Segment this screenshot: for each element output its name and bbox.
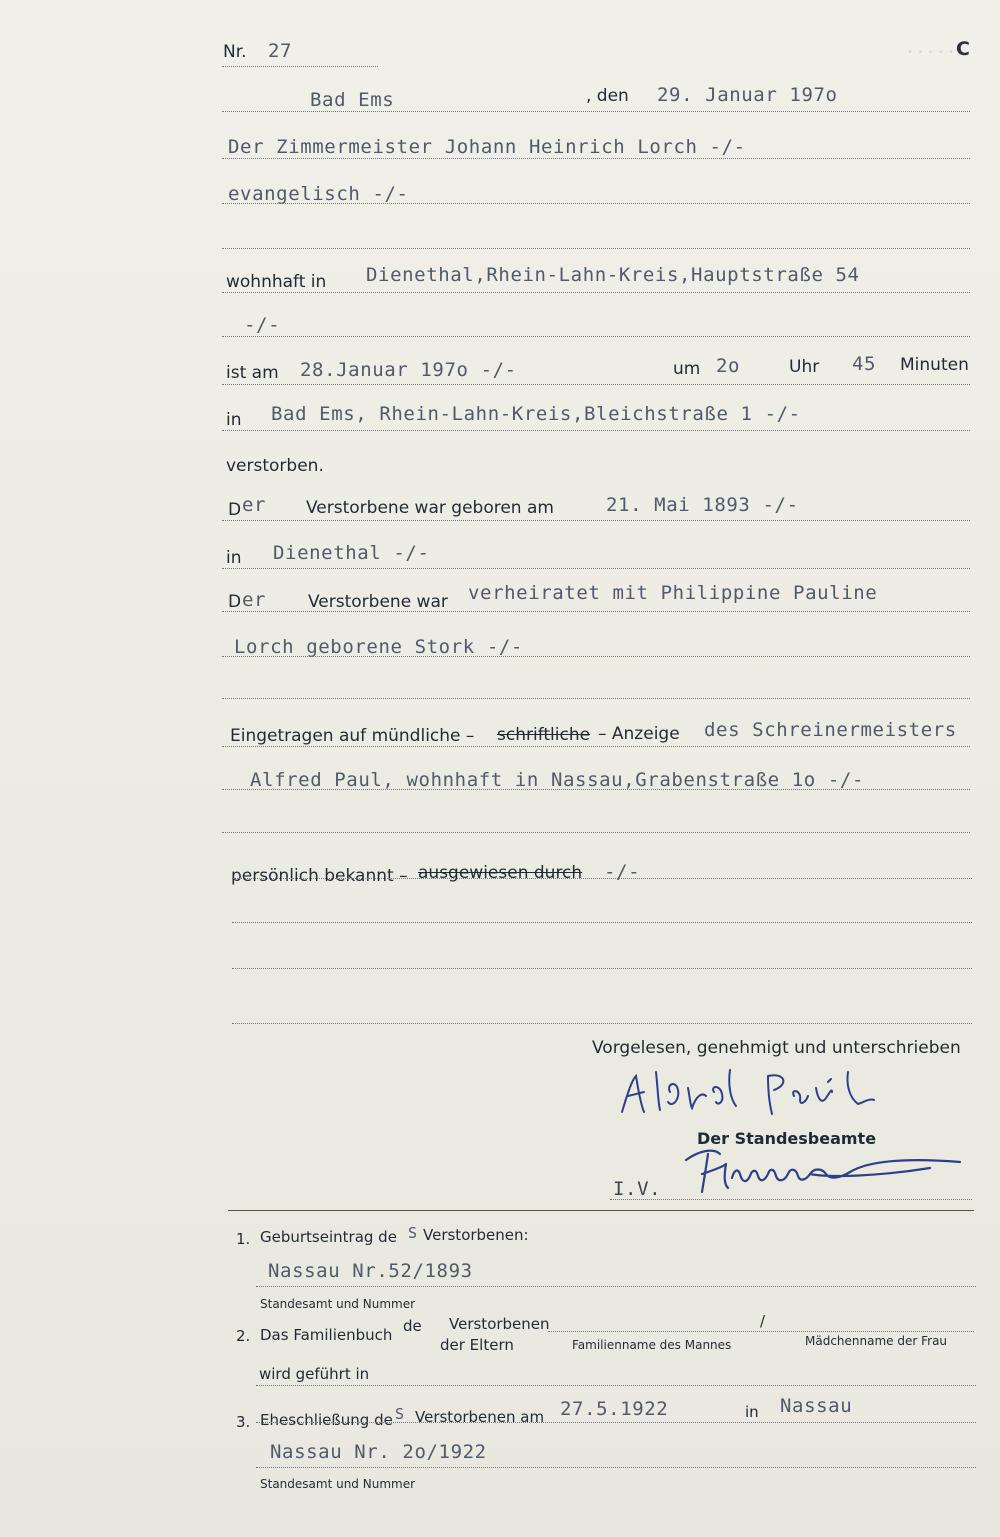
note3-sub: Standesamt und Nummer xyxy=(260,1477,416,1491)
note2-number: 2. xyxy=(236,1327,251,1345)
rule xyxy=(222,336,970,337)
registrar-label: Der Standesbeamte xyxy=(697,1129,877,1148)
death-place-label: in xyxy=(226,410,242,430)
death-place: Bad Ems, Rhein-Lahn-Kreis,Bleichstraße 1 -/- xyxy=(271,403,801,425)
registry-place: Bad Ems xyxy=(310,89,395,111)
show-through: ..... xyxy=(905,38,957,58)
rule xyxy=(232,878,972,879)
informant: des Schreinermeisters xyxy=(704,719,957,741)
rule xyxy=(222,789,970,790)
rule xyxy=(232,968,972,969)
minuten-label: Minuten xyxy=(900,355,969,375)
iv-label: I.V. xyxy=(613,1178,662,1200)
birth-entry-ref: Nassau Nr.52/1893 xyxy=(268,1260,473,1282)
der-suffix-2: er xyxy=(242,589,267,611)
known-struck: ausgewiesen durch xyxy=(418,863,583,883)
note3-in: in xyxy=(745,1403,759,1421)
rule xyxy=(256,1385,976,1386)
informant-signature xyxy=(618,1062,918,1122)
rule xyxy=(222,611,970,612)
registered-struck: schriftliche xyxy=(497,725,591,745)
birth-place-label: in xyxy=(226,548,242,568)
death-label: ist am xyxy=(226,363,279,383)
der-suffix: er xyxy=(242,494,267,516)
registered-after: – Anzeige xyxy=(598,724,680,744)
registry-date: 29. Januar 197o xyxy=(657,84,838,106)
rule xyxy=(256,1467,976,1468)
residence-label: wohnhaft in xyxy=(226,272,327,292)
rule xyxy=(222,292,970,293)
note2-kept-in: wird geführt in xyxy=(259,1365,370,1383)
registrar-signature xyxy=(680,1140,970,1200)
rule xyxy=(222,111,970,112)
rule xyxy=(222,66,378,67)
known-value: -/- xyxy=(604,861,641,883)
religion: evangelisch -/- xyxy=(228,183,409,205)
death-hour: 2o xyxy=(716,355,741,377)
note2-maiden-name: Mädchenname der Frau xyxy=(805,1334,948,1348)
registered-label: Eingetragen auf mündliche – xyxy=(230,726,475,746)
birth-place: Dienethal -/- xyxy=(273,542,430,564)
note3-label: Eheschließung de xyxy=(260,1411,393,1429)
rule xyxy=(222,746,970,747)
informant-continuation: Alfred Paul, wohnhaft in Nassau,Grabenstraße 1o -/- xyxy=(250,769,864,791)
marriage-entry-ref: Nassau Nr. 2o/1922 xyxy=(270,1441,487,1463)
corner-letter: C xyxy=(956,38,970,60)
rule xyxy=(222,656,970,657)
verstorben-label: verstorben. xyxy=(226,456,324,476)
entry-number: 27 xyxy=(268,40,293,62)
note3-number: 3. xyxy=(236,1413,251,1431)
residence: Dienethal,Rhein-Lahn-Kreis,Hauptstraße 54 xyxy=(366,264,860,286)
note2-husband-name: Familienname des Mannes xyxy=(572,1338,732,1352)
rule xyxy=(222,520,970,521)
marriage-place: Nassau xyxy=(780,1395,853,1417)
rule xyxy=(222,698,970,699)
known-label: persönlich bekannt – xyxy=(231,866,408,886)
rule xyxy=(222,384,970,385)
rule xyxy=(222,568,970,569)
section-divider xyxy=(228,1210,974,1211)
rule xyxy=(256,1422,976,1423)
rule xyxy=(222,248,970,249)
note1-sub: Standesamt und Nummer xyxy=(260,1297,416,1311)
death-date: 28.Januar 197o -/- xyxy=(300,359,517,381)
rule xyxy=(222,203,970,204)
date-prefix: , den xyxy=(586,86,629,106)
note1-label2: Verstorbenen: xyxy=(423,1226,529,1244)
rule xyxy=(222,832,970,833)
note2-de: de xyxy=(403,1317,422,1335)
um-label: um xyxy=(673,359,701,379)
born-label: Verstorbene war geboren am xyxy=(306,498,554,518)
note3-s: S xyxy=(395,1405,405,1423)
der-prefix-2: D xyxy=(228,592,242,612)
note2-parents: der Eltern xyxy=(440,1336,514,1354)
married-label: Verstorbene war xyxy=(308,592,448,612)
rule xyxy=(222,158,970,159)
note1-s: S xyxy=(408,1224,418,1242)
death-minute: 45 xyxy=(852,353,877,375)
note2-slash: / xyxy=(760,1312,766,1330)
deceased-name: Der Zimmermeister Johann Heinrich Lorch -/- xyxy=(228,136,746,158)
nr-label: Nr. xyxy=(223,42,247,62)
birth-date: 21. Mai 1893 -/- xyxy=(606,494,799,516)
uhr-label: Uhr xyxy=(789,357,820,377)
signature-mark xyxy=(618,1062,918,1122)
note2-deceased: Verstorbenen xyxy=(449,1315,550,1333)
note2-label: Das Familienbuch xyxy=(260,1326,393,1344)
signature-mark xyxy=(680,1140,970,1200)
rule xyxy=(548,1331,974,1332)
spouse-name: Lorch geborene Stork -/- xyxy=(234,636,523,658)
rule xyxy=(222,430,970,431)
rule xyxy=(256,1286,976,1287)
note3-label2: Verstorbenen am xyxy=(415,1408,545,1426)
read-approved-label: Vorgelesen, genehmigt und unterschrieben xyxy=(592,1038,961,1058)
note1-number: 1. xyxy=(236,1230,251,1248)
residence-continuation: -/- xyxy=(244,314,281,336)
marriage-date: 27.5.1922 xyxy=(560,1398,669,1420)
note1-label: Geburtseintrag de xyxy=(260,1228,397,1246)
der-prefix: D xyxy=(228,500,242,520)
marital-status: verheiratet mit Philippine Pauline xyxy=(468,582,878,604)
rule xyxy=(232,1023,972,1024)
rule xyxy=(232,922,972,923)
